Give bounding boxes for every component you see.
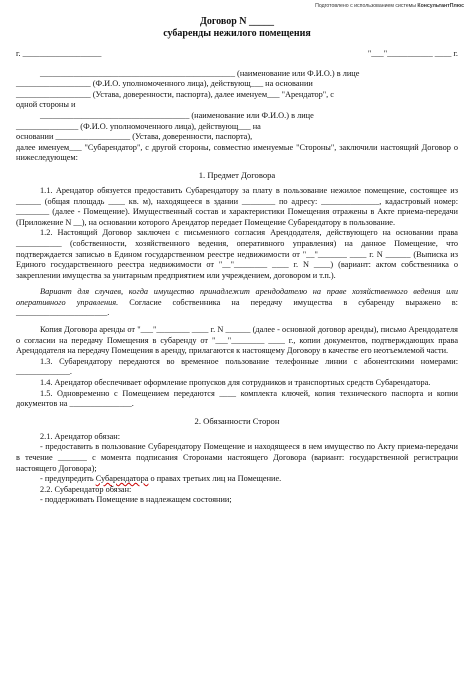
party1-line-3: __________________ (Устава, доверенности, паспорта), далее именуем___ "Арендатор", с — [16, 89, 334, 99]
clause-2-2-a: - поддерживать Помещение в надлежащем состоянии; — [40, 495, 232, 505]
party2-line-1: ____________________________________ (наименование или Ф.И.О.) в лице — [40, 110, 314, 120]
clause-1-1: 1.1. Арендатор обязуется предоставить Субарендатору за плату в пользование нежилое помещение, состоящее из ______ (общая площадь ____ кв. м), находящееся в здании ________ по адресу: ______________, кадастровый номер: ________ (далее - Помещение). Имущественный состав и характеристики Помещения отражены в Акте приема-передачи (Приложение N __), на основании которого Арендатор передает Помещение Субарендатору в пользование. — [16, 185, 458, 227]
variant-paragraph — [16, 287, 458, 319]
consultant-watermark — [315, 3, 464, 9]
party2-line-3: основании __________________ (Устава, доверенности, паспорта), — [16, 132, 253, 142]
clause-2-2: 2.2. Субарендатор обязан: — [40, 484, 132, 494]
clause-2-1: 2.1. Арендатор обязан: — [40, 431, 121, 441]
watermark-prefix: Подготовлено с использованием системы — [315, 3, 418, 9]
date-field: "___"___________ ____ г. — [367, 49, 458, 58]
variant-italic: Вариант для случаев, когда имущество принадлежит арендодателю на праве хозяйственного ведения или оперативного управления. — [16, 287, 458, 307]
party-2-block — [16, 111, 458, 164]
watermark-brand: КонсультантПлюс — [417, 3, 464, 9]
clause-1-4: 1.4. Арендатор обеспечивает оформление пропусков для сотрудников и транспортных средств Субарендатора. — [40, 378, 431, 388]
party1-line-1: _______________________________________________ (наименование или Ф.И.О.) в лице — [40, 68, 360, 78]
title-line-1: Договор N _____ — [199, 16, 275, 27]
clause-2-1-b-pre: - предупредить — [40, 474, 96, 484]
party1-line-2: __________________ (Ф.И.О. уполномоченного лица), действующ___ на основании — [16, 79, 313, 89]
party2-line-2: _______________ (Ф.И.О. уполномоченного лица), действующ___ на — [16, 121, 261, 131]
party2-line-4: далее именуем___ "Субарендатор", с другой стороны, совместно именуемые "Стороны", заключили настоящий Договор о нижеследующем: — [16, 142, 458, 163]
clause-1-3: 1.3. Субарендатору передаются во временное пользование телефонные линии с абонентскими номерами: _____________. — [16, 356, 458, 377]
clause-2-1-a: - предоставить в пользование Субарендатору Помещение и находящееся в нем имущество по Акту приема-передачи в течение _______ с момента подписания Сторонами настоящего Договора (вариант: государственной регистрации настоящего Договора); — [16, 442, 458, 473]
variant-rest: Согласие собственника на передачу имущества в субаренду выражено в: ______________________. — [16, 297, 458, 318]
section-1-title: 1. Предмет Договора — [198, 169, 276, 180]
clause-1-2: 1.2. Настоящий Договор заключен с письменного согласия Арендодателя, действующего на основании права ___________ (собственности, хозяйственного ведения, оперативного управления) на данное Помещение, что подтверждается записью в Едином государственном реестре недвижимости от "__"_______ ____ г. N ______ (Выписка из Единого государственного реестра недвижимости от "__"________ ____ г. N ____) (вариант: актом собственника о закреплении имущества за унитарным предприятием или учреждением, договором и т.п.). — [16, 228, 458, 280]
clause-2-1-b — [16, 474, 458, 485]
party1-line-4: одной стороны и — [16, 100, 76, 110]
document-title — [16, 16, 458, 40]
copy-paragraph: Копия Договора аренды от "___"________ ____ г. N ______ (далее - основной договор аренды), письмо Арендодателя о согласии на передачу Помещения в субаренду от "___"________ ____ г., копии документов, подтверждающих права Арендодателя на передачу Помещения в аренду, прилагаются к настоящему Договору в качестве его неотъемлемой части. — [16, 325, 458, 356]
title-line-2: субаренды нежилого помещения — [163, 28, 311, 39]
city-field: г. ___________________ — [16, 49, 102, 58]
place-date-row — [16, 49, 458, 60]
spellcheck-underlined-word: Субарендатора — [95, 474, 149, 484]
party-1-block — [16, 69, 458, 111]
section-2-title: 2. Обязанности Сторон — [194, 415, 280, 426]
clause-2-1-b-post: о правах третьих лиц на Помещение. — [148, 474, 282, 484]
clause-1-5: 1.5. Одновременно с Помещением передаются ____ комплекта ключей, копия технического паспорта и копии документов на _______________. — [16, 388, 458, 409]
